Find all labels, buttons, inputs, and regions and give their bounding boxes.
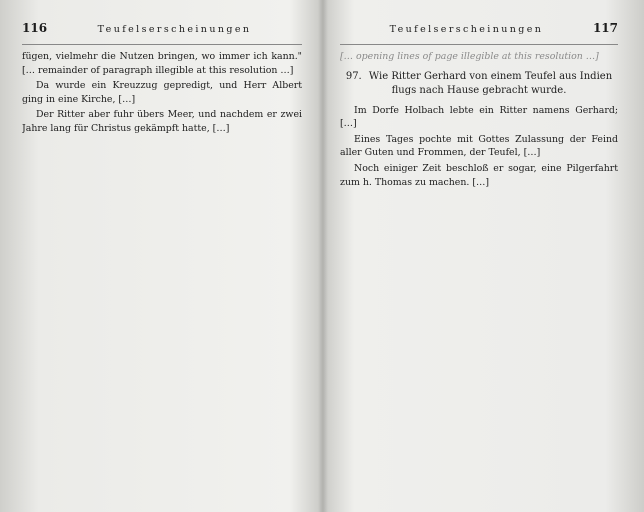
right-page xyxy=(340,22,618,502)
section-title-line-2: flugs nach Hause gebracht wurde. xyxy=(391,84,567,96)
left-paragraph-3: Der Ritter aber fuhr übers Meer, und nachdem er zwei Jahre lang für Christus gekämpft hatte, […] xyxy=(22,109,302,134)
section-title-line-1: Wie Ritter Gerhard von einem Teufel aus Indien xyxy=(368,70,613,82)
left-page-header xyxy=(22,22,302,45)
right-running-head: Teufelserscheinungen xyxy=(389,24,544,35)
right-intro-paragraph: [… opening lines of page illegible at this resolution …] xyxy=(340,51,599,62)
section-number: 97. xyxy=(345,70,362,82)
section-heading xyxy=(340,70,618,98)
right-paragraph-3: Noch einiger Zeit beschloß er sogar, eine Pilgerfahrt zum h. Thomas zu machen. […] xyxy=(340,162,618,188)
left-page-number: 116 xyxy=(22,22,48,35)
right-page-number: 117 xyxy=(592,22,618,35)
right-paragraph-2: Eines Tages pochte mit Gottes Zulassung der Feind aller Guten und Frommen, der Teufel, […] xyxy=(340,133,618,159)
left-running-head: Teufelserscheinungen xyxy=(97,24,252,35)
left-paragraph-2: Da wurde ein Kreuzzug gepredigt, und Herr Albert ging in eine Kirche, […] xyxy=(22,80,302,105)
left-paragraph-1: fügen, vielmehr die Nutzen bringen, wo immer ich kann." [… remainder of paragraph illegible at this resolution …] xyxy=(22,51,302,76)
right-page-header xyxy=(340,22,618,45)
book-gutter xyxy=(318,0,328,512)
left-page xyxy=(22,22,302,502)
right-paragraph-1: Im Dorfe Holbach lebte ein Ritter namens Gerhard; […] xyxy=(340,104,618,130)
